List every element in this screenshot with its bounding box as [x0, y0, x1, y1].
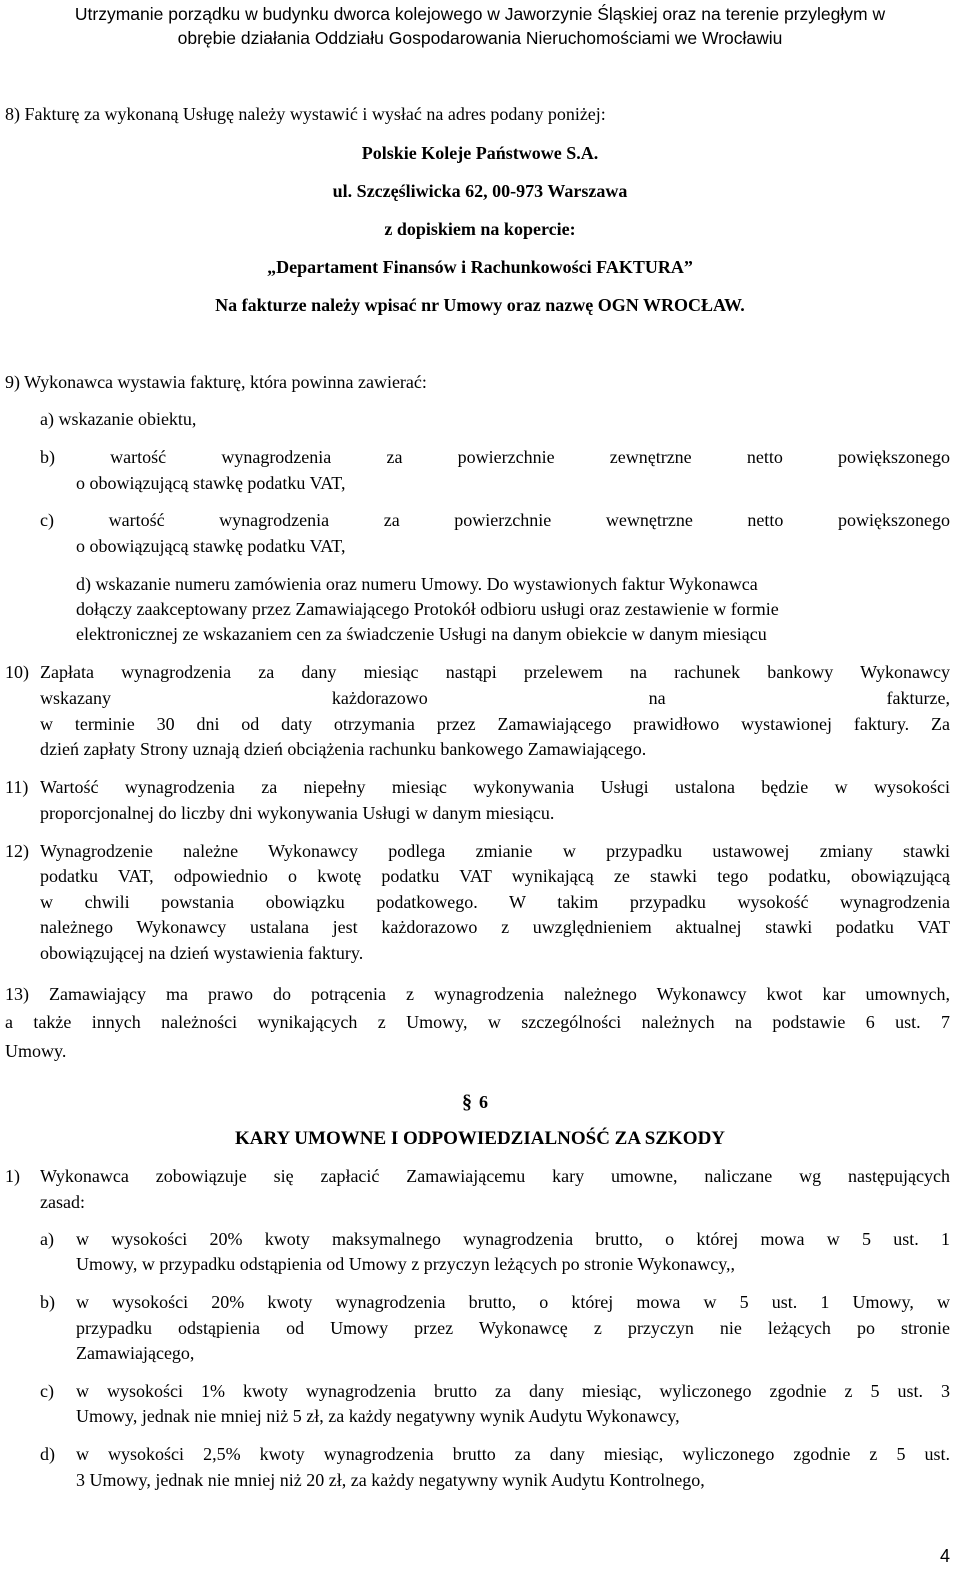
item-11-number: 11) — [5, 777, 29, 797]
s1-number: 1) — [5, 1166, 20, 1186]
item-9-c-line-2: o obowiązującą stawkę podatku VAT, — [76, 536, 346, 556]
item-10-line-2: wskazany każdorazowo na fakturze, — [40, 688, 950, 708]
address-line-instruction: Na fakturze należy wpisać nr Umowy oraz nazwę OGN WROCŁAW. — [215, 295, 745, 315]
s1-c-line-2: Umowy, jednak nie mniej niż 5 zł, za każdy negatywny wynik Audytu Wykonawcy, — [76, 1406, 680, 1426]
address-line-company: Polskie Koleje Państwowe S.A. — [361, 143, 599, 163]
item-12-line-4: należnego Wykonawcy ustalana jest każdorazowo z uwzględnieniem aktualnej stawki podatku VAT — [40, 917, 950, 937]
item-9-d-line-2: dołączy zaakceptowany przez Zamawiającego Protokół odbioru usługi oraz zestawienie w formie — [76, 599, 779, 619]
section-sign: § — [462, 1091, 472, 1113]
s1-line-1: Wykonawca zobowiązuje się zapłacić Zamawiającemu kary umowne, naliczane wg następujących — [40, 1166, 950, 1186]
header-line-2: obrębie działania Oddziału Gospodarowania Nieruchomościami we Wrocławiu — [177, 28, 783, 48]
s1-c-line-1: w wysokości 1% kwoty wynagrodzenia brutto za dany miesiąc, wyliczonego zgodnie z 5 ust. 3 — [76, 1381, 950, 1401]
s1-b-line-3: Zamawiającego, — [76, 1343, 195, 1363]
item-13-line-1: 13) Zamawiający ma prawo do potrącenia z wynagrodzenia należnego Wykonawcy kwot kar umownych, — [5, 984, 950, 1004]
s1-d-label: d) — [40, 1444, 55, 1464]
item-9-d-line-3: elektronicznej ze wskazaniem cen za świadczenie Usługi na danym obiekcie w danym miesiącu — [76, 624, 767, 644]
s1-d-line-1: w wysokości 2,5% kwoty wynagrodzenia brutto za dany miesiąc, wyliczonego zgodnie z 5 ust. — [76, 1444, 950, 1464]
s1-b-line-1: w wysokości 20% kwoty wynagrodzenia brutto, o której mowa w 5 ust. 1 Umowy, w — [76, 1292, 950, 1312]
item-9-b-line-1: b) wartość wynagrodzenia za powierzchnie zewnętrzne netto powiększonego — [40, 447, 950, 467]
item-11-line-2: proporcjonalnej do liczby dni wykonywania Usługi w danym miesiącu. — [40, 803, 555, 823]
document-header — [0, 2, 960, 50]
s1-d-line-2: 3 Umowy, jednak nie mniej niż 20 zł, za każdy negatywny wynik Audytu Kontrolnego, — [76, 1470, 705, 1490]
item-12-line-2: podatku VAT, odpowiednio o kwotę podatku VAT wynikającą ze stawki tego podatku, obowiązującą — [40, 866, 950, 886]
s1-b-label: b) — [40, 1292, 55, 1312]
item-10-line-3: w terminie 30 dni od daty otrzymania przez Zamawiającego prawidłowo wystawionej faktury. Za — [40, 714, 950, 734]
item-9-d-line-1: d) wskazanie numeru zamówienia oraz numeru Umowy. Do wystawionych faktur Wykonawca — [76, 574, 758, 594]
s1-a-line-2: Umowy, w przypadku odstąpienia od Umowy z przyczyn leżących po stronie Wykonawcy,, — [76, 1254, 736, 1274]
s1-a-label: a) — [40, 1229, 54, 1249]
section-title: KARY UMOWNE I ODPOWIEDZIALNOŚĆ ZA SZKODY — [234, 1128, 726, 1149]
item-13-line-3: Umowy. — [5, 1041, 67, 1061]
item-9-c-line-1: c) wartość wynagrodzenia za powierzchnie wewnętrzne netto powiększonego — [40, 510, 950, 530]
address-line-department: „Departament Finansów i Rachunkowości FAKTURA” — [267, 257, 693, 277]
item-9-a: a) wskazanie obiektu, — [40, 409, 197, 429]
item-12-line-5: obowiązującej na dzień wystawienia faktury. — [40, 943, 364, 963]
item-9-intro: 9) Wykonawca wystawia fakturę, która powinna zawierać: — [5, 372, 427, 392]
s1-a-line-1: w wysokości 20% kwoty maksymalnego wynagrodzenia brutto, o której mowa w 5 ust. 1 — [76, 1229, 950, 1249]
s1-b-line-2: przypadku odstąpienia od Umowy przez Wykonawcę z przyczyn nie leżących po stronie — [76, 1318, 950, 1338]
address-line-street: ul. Szczęśliwicka 62, 00-973 Warszawa — [332, 181, 628, 201]
header-line-1: Utrzymanie porządku w budynku dworca kolejowego w Jaworzynie Śląskiej oraz na terenie przyległym w — [74, 4, 886, 24]
item-12-line-3: w chwili powstania obowiązku podatkowego. W takim przypadku wysokość wynagrodzenia — [40, 892, 950, 912]
item-10-line-4: dzień zapłaty Strony uznają dzień obciążenia rachunku bankowego Zamawiającego. — [40, 739, 647, 759]
item-10-line-1: Zapłata wynagrodzenia za dany miesiąc nastąpi przelewem na rachunek bankowy Wykonawcy — [40, 662, 950, 682]
item-11-line-1: Wartość wynagrodzenia za niepełny miesiąc wykonywania Usługi ustalona będzie w wysokości — [40, 777, 950, 797]
item-12-line-1: Wynagrodzenie należne Wykonawcy podlega zmianie w przypadku ustawowej zmiany stawki — [40, 841, 950, 861]
item-8-text: 8) Fakturę za wykonaną Usługę należy wystawić i wysłać na adres podany poniżej: — [5, 104, 606, 124]
item-9-b-line-2: o obowiązującą stawkę podatku VAT, — [76, 473, 346, 493]
item-13-line-2: a także innych należności wynikających z Umowy, w szczególności należnych na podstawie 6 ust. 7 — [5, 1012, 950, 1032]
page-number: 4 — [939, 1546, 950, 1566]
s1-c-label: c) — [40, 1381, 54, 1401]
section-number: 6 — [479, 1092, 488, 1112]
s1-line-2: zasad: — [40, 1192, 85, 1212]
address-line-note: z dopiskiem na kopercie: — [384, 219, 576, 239]
item-12-number: 12) — [5, 841, 29, 861]
item-10-number: 10) — [5, 662, 29, 682]
